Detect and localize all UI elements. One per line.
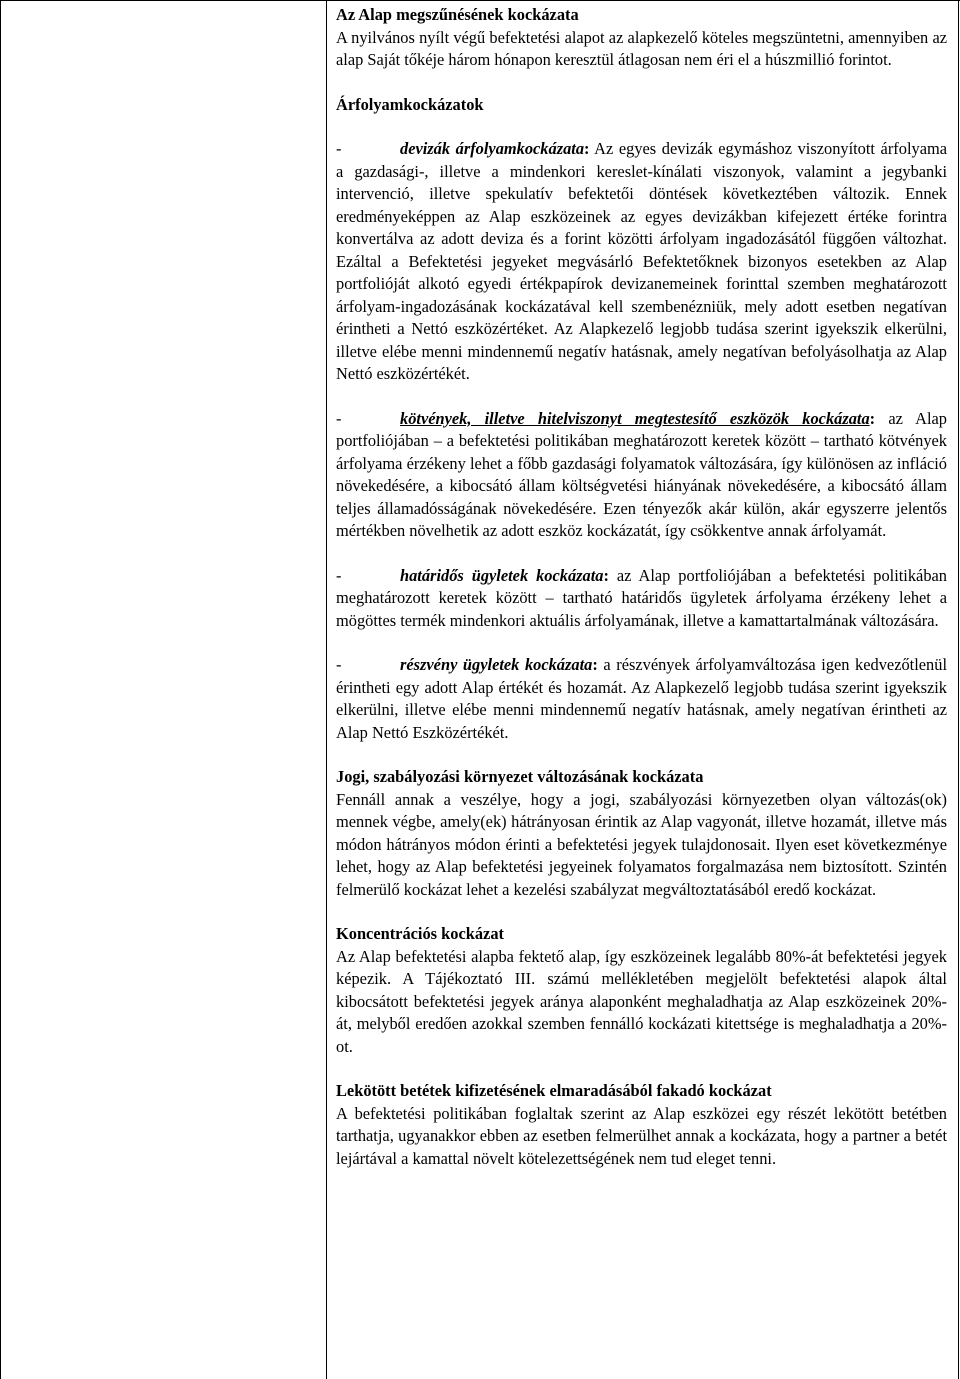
risk-text-futures: az Alap portfoliójában a befektetési politikában meghatározott keretek között – tartható határidős ügyletek árfolyama érzékeny lehet a mögöttes termék mindenkori aktuális árfolyamának, illetve a kamattartalmának változására. bbox=[336, 565, 948, 630]
risk-text-equity: a részvények árfolyamváltozása igen kedvezőtlenül érintheti egy adott Alap értékét és hozamát. Az Alapkezelő legjobb tudása szerint igyekszik elkerülni, illetve elébe menni mindennemű negatív hatásnak, amely negatívan érintheti az Alap Nettó Eszközértékét. bbox=[336, 655, 947, 742]
section-body-concentration-risk: Az Alap befektetési alapba fektető alap, így eszközeinek legalább 80%-át befektetési jegyek képezik. A Tájékoztató III. számú mellékletében megjelölt befektetési alapok által kibocsátott befektetési jegyek aránya alaponként meghaladhatja az Alap eszközeinek 20%-át, melyből eredően azokkal szemben fennálló kockázati kitettsége is meghaladhatja a 20%-ot. bbox=[336, 946, 947, 1056]
list-dash: - bbox=[336, 565, 342, 585]
risk-term-futures: határidős ügyletek kockázata bbox=[400, 565, 604, 585]
section-title-exchange-rate-risks: Árfolyamkockázatok bbox=[336, 94, 484, 114]
list-dash: - bbox=[336, 139, 342, 158]
risk-term-equity: részvény ügyletek kockázata bbox=[400, 655, 593, 674]
risk-text-currency: Az egyes devizák egymáshoz viszonyított árfolyama a gazdasági-, illetve a mindenkori kereslet-kínálati viszonyok, valamint a jegybanki intervenció, illetve spekulatív befektetői döntések következtében változik. Ennek eredményeképpen az Alap eszközeinek az egyes devizákban kifejezett értéke forintra konvertálva az adott deviza és a forint közötti árfolyam ingadozásától függően változhat. Ezáltal a Befektetési jegyeket megvásárló Befektetőknek bizonyos esetekben az Alap portfolióját alkotó egyedi értékpapírok devizanemeinek forinttal szemben meghatározott árfolyam-ingadozásának kockázatával kell szembenézniük, mely adott esetben negatívan érintheti a Nettó eszközértéket. Az Alapkezelő legjobb tudása szerint igyekszik elkerülni, illetve elébe menni mindennemű negatív hatásnak, amely negatívan befolyásolhatja az Alap Nettó eszközértékét. bbox=[336, 139, 947, 383]
list-dash: - bbox=[336, 408, 342, 428]
section-title-concentration-risk: Koncentrációs kockázat bbox=[336, 924, 504, 943]
section-title-deposit-risk: Lekötött betétek kifizetésének elmaradásából fakadó kockázat bbox=[336, 1081, 772, 1100]
section-title-legal-risk: Jogi, szabályozási környezet változásának kockázata bbox=[336, 767, 704, 786]
section-body-fund-termination: A nyilvános nyílt végű befektetési alapot az alapkezelő köteles megszüntetni, amennyiben az alap Saját tőkéje három hónapon keresztül átlagosan nem éri el a húszmillió forintot. bbox=[336, 27, 947, 69]
risk-item-equity: - részvény ügyletek kockázata: a részvények árfolyamváltozása igen kedvezőtlenül érintheti egy adott Alap értékét és hozamát. Az Alapkezelő legjobb tudása szerint igyekszik elkerülni, illetve elébe menni mindennemű negatív hatásnak, amely negatívan érintheti az Alap Nettó Eszközértékét. bbox=[336, 655, 947, 742]
risk-item-bonds: - kötvények, illetve hitelviszonyt megtestesítő eszközök kockázata: az Alap portfoliójában – a befektetési politikában meghatározott keretek között – tartható kötvények árfolyama érzékeny lehet a főbb gazdasági folyamatok változására, így különösen az infláció növekedésére, a kibocsátó állam költségvetési hiányának növekedésére, a kibocsátó állam teljes államadósságának növekedésére. Ezen tényezők akár külön, akár egyszerre jelentős mértékben növelhetik az adott eszköz kockázatát, így csökkentve annak árfolyamát. bbox=[336, 408, 947, 540]
document-content bbox=[336, 4, 947, 1170]
table-right-border bbox=[958, 0, 959, 1379]
list-dash: - bbox=[336, 655, 342, 674]
risk-item-currency: - devizák árfolyamkockázata: Az egyes devizák egymáshoz viszonyított árfolyama a gazdasági-, illetve a mindenkori kereslet-kínálati viszonyok, valamint a jegybanki intervenció, illetve spekulatív befektetői döntések következtében változik. Ennek eredményeképpen az Alap eszközeinek az egyes devizákban kifejezett értéke forintra konvertálva az adott deviza és a forint közötti árfolyam ingadozásától függően változhat. Ezáltal a Befektetési jegyeket megvásárló Befektetőknek bizonyos esetekben az Alap portfolióját alkotó egyedi értékpapírok devizanemeinek forinttal szemben meghatározott árfolyam-ingadozásának kockázatával kell szembenézniük, mely adott esetben negatívan érintheti a Nettó eszközértéket. Az Alapkezelő legjobb tudása szerint igyekszik elkerülni, illetve elébe menni mindennemű negatív hatásnak, amely negatívan befolyásolhatja az Alap Nettó eszközértékét. bbox=[336, 139, 947, 383]
section-body-deposit-risk: A befektetési politikában foglaltak szerint az Alap eszközei egy részét lekötött betétben tarthatja, ugyanakkor ebben az esetben felmerülhet annak a kockázata, hogy a partner a betét lejártával a kamattal növelt kötelezettségének nem tud eleget tenni. bbox=[336, 1103, 947, 1168]
section-body-legal-risk: Fennáll annak a veszélye, hogy a jogi, szabályozási környezetben olyan változás(ok) mennek végbe, amely(ek) hátrányosan érintik az Alap vagyonát, illetve hozamát, illetve más módon hátrányos módon érinti a befektetési jegyek tulajdonosait. Ilyen eset következménye lehet, hogy az Alap befektetési jegyeinek folyamatos forgalmazása nem biztosított. Szintén felmerülő kockázat lehet a kezelési szabályzat megváltoztatásából eredő kockázat. bbox=[336, 789, 947, 899]
risk-term-bonds: kötvények, illetve hitelviszonyt megtestesítő eszközök kockázata bbox=[400, 408, 870, 428]
table-left-column bbox=[0, 0, 327, 1379]
risk-text-bonds: az Alap portfoliójában – a befektetési politikában meghatározott keretek között – tartható kötvények árfolyama érzékeny lehet a főbb gazdasági folyamatok változására, így különösen az infláció növekedésére, a kibocsátó állam költségvetési hiányának növekedésére, a kibocsátó állam teljes államadósságának növekedésére. Ezen tényezők akár külön, akár egyszerre jelentős mértékben növelhetik az adott eszköz kockázatát, így csökkentve annak árfolyamát. bbox=[336, 408, 947, 540]
section-title-fund-termination: Az Alap megszűnésének kockázata bbox=[336, 5, 579, 24]
risk-term-currency: devizák árfolyamkockázata bbox=[400, 139, 585, 158]
risk-item-futures: - határidős ügyletek kockázata: az Alap portfoliójában a befektetési politikában meghatározott keretek között – tartható határidős ügyletek árfolyama érzékeny lehet a mögöttes termék mindenkori aktuális árfolyamának, illetve a kamattartalmának változására. bbox=[336, 565, 948, 630]
